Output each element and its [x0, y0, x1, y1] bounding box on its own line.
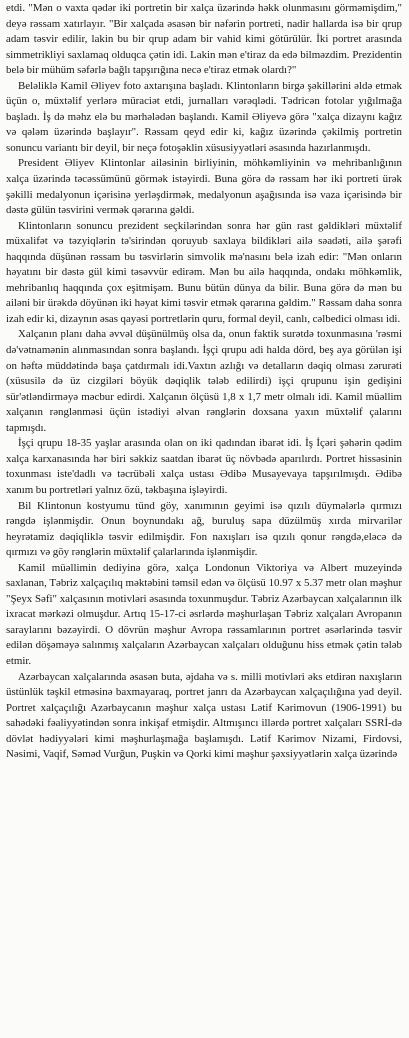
- paragraph-continuation: etdi. "Mən o vaxta qədər iki portretin bir xalça üzərində həkk olunmasını görməmişdim," deyə rəssam xatırlayır. "Bir xalçada əsasən bir nəfərin portreti, nadir hallarda isə bir qrup adam təsvir edilir, lakin bu bir qrup adam bir vahid kimi götürülür. İki portret arasında simmetrikliyi saxlamaq olduqca çətin idi. Lakin mən e'tiraz da edə bilməzdim. Prezidentin belə bir mühüm səfərlə bağlı tapşırığına necə e'tiraz etmək olardı?": [6, 2, 402, 77]
- paragraph: Azərbaycan xalçalarında əsasən buta, əjdaha və s. milli motivləri əks etdirən naxışların üstünlük təşkil etməsinə baxmayaraq, portret janrı da Azərbaycan xalçaçılığına yad deyil. Portret xalçaçılığı Azərbaycanın məşhur xalça ustası Lətif Kərimovun (1906-1991) bu sahədəki fəaliyyətindən sonra inkişaf etmişdir. Altmışıncı illərdə portret xalçaları SSRİ-də dövlət hədiyyələri kimi məşhurlaşmağa başlamışdı. Lətif Kərimov Nizami, Firdovsi, Nəsimi, Vaqif, Səməd Vurğun, Puşkin və Qorki kimi məşhur şəxsiyyətlərin xalça üzərində: [6, 670, 402, 761]
- paragraph: Kamil müəllimin dediyinə görə, xalça Londonun Viktoriya və Albert muzeyində saxlanan, Təbriz xalçaçılıq məktəbini təmsil edən və ölçüsü 10.97 x 5.37 metr olan məşhur "Şeyx Səfi" xalçasının motivləri əsasında toxunmuşdur. Təbriz Azərbaycan xalçalarının ilk ixracat mərkəzi olmuşdur. Artıq 15-17-ci əsrlərdə məşhurlaşan Təbriz xalçaları Avropanın saraylarını bəzəyirdi. O dövrün məşhur Avropa rəssamlarının portret əsərlərində təsvir edilən döşəməyə salınmış xalçaların Azərbaycan xalçaları olduğunu hiss etmək çətin tələb etmir.: [6, 561, 402, 667]
- paragraph: Klintonların sonuncu prezident seçkilərindən sonra hər gün rast gəldikləri müxtəlif müxalifət və təzyiqlərin tə'sirindən qoruyub saxlaya bildikləri ailə səadəti, ailə şərəfi haqqında düşünən rəssam bu təsvirlərin simvolik mə'nasını belə izah edir: "Mən onların həyatını bir dəstə gül kimi təsəvvür edirəm. Mən bu ailə haqqında, ondakı möhkəmlik, mehribanlıq haqqında çox eşitmişəm. Bunu bütün dünya da bilir. Buna görə də mən bu ailəni bir ürəkdə döyünən iki həyat kimi təsvir etmək qərarına gəldim." Rəssam daha sonra izah edir ki, dizaynın əsas qayəsi portretlərin quru, formal deyil, canlı, cəlbedici olması idi.: [6, 219, 402, 325]
- paragraph: Bil Klintonun kostyumu tünd göy, xanımının geyimi isə qızılı düymələrlə qırmızı rəngdə işlənmişdir. Onun boynundakı ağ, buruluş sapa düzülmüş xırda mirvarilər heyrətamiz dəqiqliklə təsvir edilmişdir. Fon naxışları isə qızılı qonur rəngdə,eləcə də qırmızı və göy rənglərin müxtəlif çalarlarında işlənmişdir.: [6, 499, 402, 559]
- paragraph: İşçi qrupu 18-35 yaşlar arasında olan on iki qadından ibarət idi. İş İçəri şəhərin qədim xalça karxanasında hər biri səkkiz saatdan ibarət üç növbədə aparılırdı. Portret hissəsinin toxunması iste'dadlı və təcrübəli xalça ustası Ədibə Musayevaya tapşırılmışdı. Ədibə xanım bu portretləri yalnız özü, təkbaşına işləyirdi.: [6, 437, 402, 496]
- paragraph: President Əliyev Klintonlar ailəsinin birliyinin, möhkəmliyinin və mehribanlığının xalça üzərində təcəssümünü görmək istəyirdi. Buna görə də rəssam hər iki portreti ürək şəkilli medalyonun içərisinə yerləşdirmək, medalyonun aşağısında isə vaza içərisində bir dəstə gülün təsvirini vermək qərarına gəldi.: [6, 157, 402, 217]
- article-body: [6, 1, 402, 763]
- paragraph: Xalçanın planı daha əvvəl düşünülmüş olsa da, onun faktik surətdə toxunmasına 'rəsmi də'vətnamənin alınmasından sonra başlandı. İşçi qrupu adi halda dörd, beş aya görülən işi on həftə müddətində başa çatdırmalı idi.Vaxtın azlığı və detalların dəqiq olması zərurəti (xüsusilə də üz cizgiləri böyük dəqiqlik tələb edilirdi) işçi qrupunu işin gedişini sür'ətləndirməyə məcbur edirdi. Xalçanın ölçüsü 1,8 x 1,7 metr olmalı idi. Kamil müəllim xalçanın rənglənməsi üçün istədiyi əlvan rənglərin doxsana yaxın müxtəlif çalarını tapmışdı.: [6, 328, 402, 434]
- paragraph: Beləliklə Kamil Əliyev foto axtarışına başladı. Klintonların birgə şəkillərini əldə etmək üçün o, müxtəlif yerlərə müraciət etdi, jurnalları vərəqlədi. Tədricən fotolar yığılmağa başladı. İş də məhz elə bu mərhələdən başlandı. Kamil Əliyevə görə "xalça dizaynı kağız və qələm üzərində başlayır". Rəssam qeyd edir ki, kağız üzərində çəkilmiş portretin sonuncu variantı bir deyil, bir neçə fotoşəklin xüsusiyyətləri əsasında hazırlanmışdı.: [6, 79, 402, 154]
